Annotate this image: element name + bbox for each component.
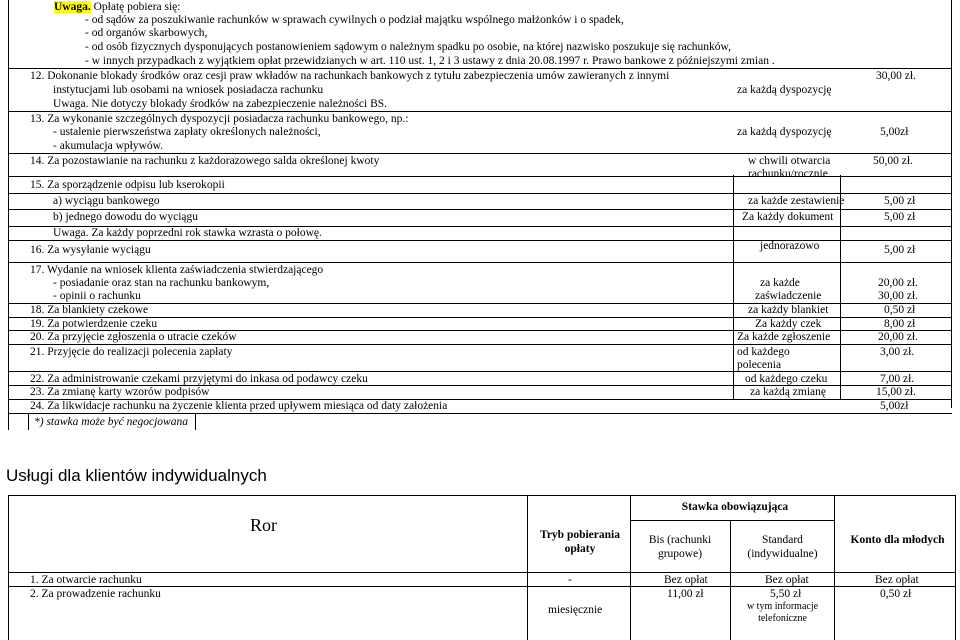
row-17-mode: za każde [760,277,800,289]
row-17-mode: zaświadczenie [755,290,822,302]
row-18-fee: 0,50 zł [884,304,916,316]
grid-border [730,520,731,640]
header-konto: Konto dla młodych [850,534,945,546]
s2-row-2-tryb: miesięcznie [548,604,603,616]
s2-row-2-standard-note: w tym informacje telefoniczne [746,601,819,624]
row-20-fee: 20,00 zł. [878,331,918,343]
row-17-line: - opinii o rachunku [53,290,141,302]
s2-row-1-bis: Bez opłat [664,574,708,586]
header-tryb: Tryb pobierania opłaty [540,529,620,555]
grid-border [8,572,956,573]
row-15b-mode: Za każdy dokument [742,211,834,223]
row-18-title: 18. Za blankiety czekowe [30,304,149,316]
footnote: *) stawka może być negocjowana [34,416,188,428]
row-12-fee: 30,00 zł. [876,70,916,82]
row-17-fee: 30,00 zł. [878,290,918,302]
row-15a: a) wyciągu bankowego [53,195,160,207]
row-divider [8,371,952,372]
row-15a-mode: za każde zestawienie [748,195,845,207]
header-ror: Ror [250,515,277,535]
row-13-line: - akumulacja wpływów. [53,140,164,152]
row-21-fee: 3,00 zł. [880,346,915,358]
s2-row-1-name: 1. Za otwarcie rachunku [30,574,142,586]
header-bis: Bis (rachunki grupowe) [648,534,712,560]
uwaga-title: Uwaga. Opłatę pobiera się: [54,1,181,13]
row-15-note: Uwaga. Za każdy poprzedni rok stawka wzrasta o połowę. [53,227,322,239]
row-23-mode: za każdą zmianę [750,386,826,398]
row-16-fee: 5,00 zł [884,244,916,256]
row-divider [8,344,952,345]
row-17-title: 17. Wydanie na wniosek klienta zaświadczenia stwierdzającego [30,264,324,276]
row-15b-fee: 5,00 zł [884,211,916,223]
s2-row-1-konto: Bez opłat [875,574,919,586]
row-divider [8,209,952,210]
row-14-mode: rachunku/rocznie [748,168,828,180]
row-14-title: 14. Za pozostawianie na rachunku z każdorazowego salda określonej kwoty [30,155,380,167]
grid-border [630,520,834,521]
grid-border [8,495,956,496]
section-title: Usługi dla klientów indywidualnych [6,466,267,485]
row-13-title: 13. Za wykonanie szczególnych dyspozycji posiadacza rachunku bankowego, np.: [30,113,409,125]
row-divider [8,413,952,414]
row-14-mode: w chwili otwarcia [748,155,831,167]
row-22-mode: od każdego czeku [745,373,828,385]
row-13-line: - ustalenie pierwszeństwa zapłaty określonych należności, [53,126,321,138]
uwaga-line: - od sądów za poszukiwanie rachunków w sprawach cywilnych o podział majątku wspólnego małżonków i o spadek, [85,14,624,26]
grid-border [527,495,528,640]
s2-row-2-konto: 0,50 zł [880,588,912,600]
row-16-title: 16. Za wysyłanie wyciągu [30,244,151,256]
row-18-mode: za każdy blankiet [748,304,829,316]
grid-border [834,495,835,640]
row-15b: b) jednego dowodu do wyciągu [53,211,198,223]
row-23-title: 23. Za zmianę karty wzorów podpisów [30,386,210,398]
uwaga-line: - w innych przypadkach z wyjątkiem opłat przewidzianych w art. 110 ust. 1, 2 i 3 ustawy z dnia 20.08.1997 r. Prawo bankowe z późniejszymi zmian . [85,55,775,67]
s2-row-1-standard: Bez opłat [765,574,809,586]
header-stawka: Stawka obowiązująca [681,501,789,513]
row-19-title: 19. Za potwierdzenie czeku [30,318,158,330]
row-19-fee: 8,00 zł [884,318,916,330]
row-12-title: 12. Dokonanie blokady środków oraz cesji praw wkładów na rachunkach bankowych z tytułu zabezpieczenia umów zawieranych z innymi [30,70,670,82]
row-23-fee: 15,00 zł. [876,386,916,398]
s2-row-2-name: 2. Za prowadzenie rachunku [30,588,161,600]
row-divider [8,153,952,154]
header-standard: Standard (indywidualne) [747,534,818,560]
row-12-line2: instytucjami lub osobami na wniosek posiadacza rachunku [53,84,324,96]
row-12-mode: za każdą dyspozycję [737,84,832,96]
grid-border [630,495,631,640]
row-21-title: 21. Przyjęcie do realizacji polecenia zapłaty [30,346,233,358]
row-24-title: 24. Za likwidacje rachunku na życzenie klienta przed upływem miesiąca od daty założenia [30,400,448,412]
row-22-fee: 7,00 zł. [880,373,915,385]
row-divider [8,68,952,69]
row-19-mode: Za każdy czek [755,318,822,330]
row-16-mode: jednorazowo [760,240,820,252]
row-divider [8,111,952,112]
uwaga-line: - od organów skarbowych, [85,27,208,39]
row-divider [8,193,952,194]
table-right-border [951,0,952,408]
footnote-left-border [28,414,29,430]
row-21-mode: od każdego [737,346,790,358]
row-13-fee: 5,00zł [880,126,909,138]
grid-border [955,495,956,640]
row-20-mode: Za każde zgłoszenie [737,331,831,343]
row-15a-fee: 5,00 zł [884,195,916,207]
row-17-fee: 20,00 zł. [878,277,918,289]
row-24-fee: 5,00zł [880,400,909,412]
table-left-border [8,0,9,430]
s2-row-2-bis: 11,00 zł [667,588,704,600]
s2-row-2-standard: 5,50 zł [770,588,802,600]
row-22-title: 22. Za administrowanie czekami przyjętymi do inkasa od podawcy czeku [30,373,368,385]
row-12-note: Uwaga. Nie dotyczy blokady środków na zabezpieczenie należności BS. [53,98,388,110]
row-14-fee: 50,00 zł. [873,155,913,167]
uwaga-line: - od osób fizycznych dysponujących postanowieniem sądowym o należnym spadku po osobie, na której nazwisko poszukuje się rachunków, [85,41,731,53]
row-17-line: - posiadanie oraz stan na rachunku bankowym, [53,277,270,289]
row-21-mode: polecenia [737,359,782,371]
row-divider [8,262,952,263]
grid-border [8,495,9,640]
row-15-title: 15. Za sporządzenie odpisu lub kserokopii [30,179,225,191]
row-20-title: 20. Za przyjęcie zgłoszenia o utracie czeków [30,331,237,343]
row-13-mode: za każdą dyspozycję [737,126,832,138]
s2-row-1-tryb: - [568,574,572,586]
grid-border [8,586,956,587]
footnote-right-border [195,414,196,430]
